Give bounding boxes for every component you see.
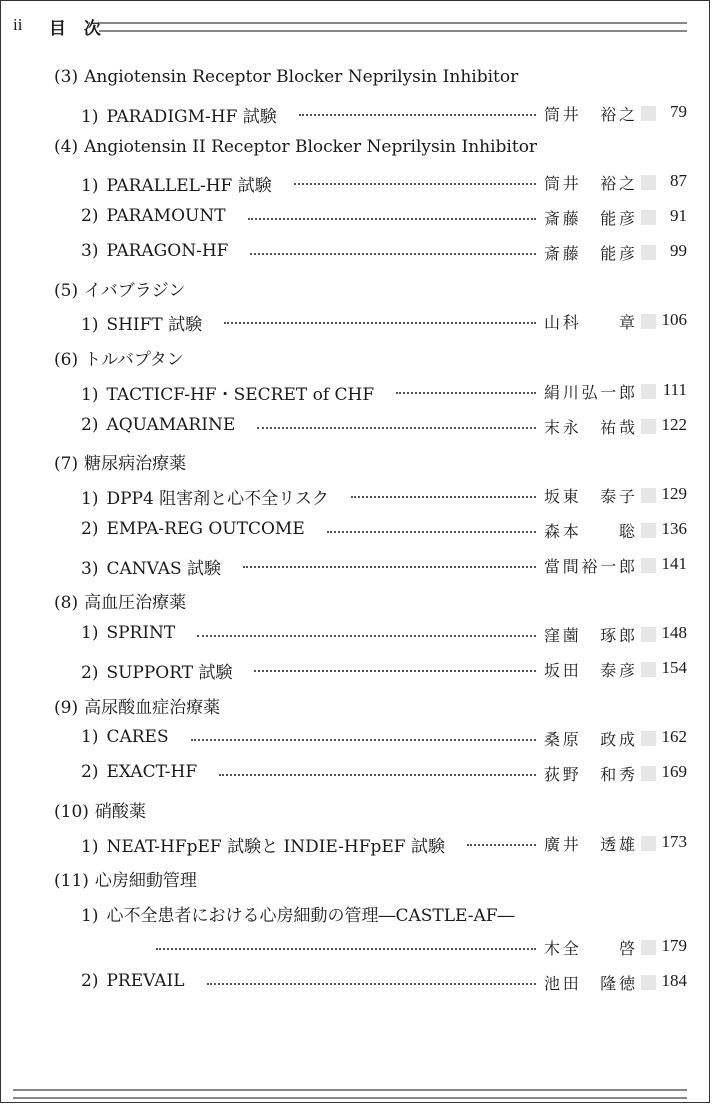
page-marker-box xyxy=(641,662,656,677)
entry-number: 2) xyxy=(81,762,99,782)
entry-author: 當間裕一郎 xyxy=(544,556,635,576)
leader-dots xyxy=(248,216,536,220)
entry-number: 1) xyxy=(81,315,99,336)
page-marker-box xyxy=(641,175,656,190)
entry-number: 3) xyxy=(81,240,99,261)
entry-author: 筒井 裕之 xyxy=(544,174,635,194)
toc-section xyxy=(1,270,709,305)
entry-page-number[interactable]: 106 xyxy=(661,310,687,330)
entry-title-text: PARADIGM-HF 試験 xyxy=(106,106,277,127)
leader-dots xyxy=(327,529,536,533)
entry-author: 斎藤 能彦 xyxy=(544,209,635,228)
entry-number: 2) xyxy=(81,414,99,435)
entry-author: 森本 聡 xyxy=(544,521,635,541)
entry-author: 絹川弘一郎 xyxy=(544,382,635,402)
toc-section xyxy=(1,443,709,478)
entry-page-number[interactable]: 173 xyxy=(661,831,687,851)
page-marker-box xyxy=(641,488,656,503)
leader-dots xyxy=(243,564,536,568)
entry-title-text: EMPA-REG OUTCOME xyxy=(106,518,305,539)
section-heading xyxy=(54,137,537,157)
entry-number: 1) xyxy=(81,623,99,643)
toc-entry xyxy=(1,721,709,756)
section-number: (6) xyxy=(54,350,79,370)
entry-title-text: 心不全患者における心房細動の管理―CASTLE-AF― xyxy=(106,906,515,926)
page-number: ii xyxy=(13,15,23,34)
entry-title-text: CARES xyxy=(106,727,169,748)
entry-title-text: DPP4 阻害剤と心不全リスク xyxy=(106,489,329,509)
entry-number: 1) xyxy=(81,384,99,405)
toc-entry xyxy=(1,548,709,583)
leader-dots xyxy=(294,181,536,185)
section-number: (11) xyxy=(54,871,89,892)
section-title-text: 糖尿病治療薬 xyxy=(84,454,187,475)
leader-dots xyxy=(396,390,536,394)
entry-heading xyxy=(81,171,272,196)
leader-dots xyxy=(207,981,536,985)
entry-page-number[interactable]: 179 xyxy=(661,935,687,955)
entry-page-number[interactable]: 87 xyxy=(670,171,687,191)
entry-author: 廣井 透雄 xyxy=(544,834,635,854)
leader-dots xyxy=(224,320,536,324)
toc-section xyxy=(1,860,709,895)
section-title-text: 心房細動管理 xyxy=(94,871,197,892)
section-title-text: Angiotensin Receptor Blocker Neprilysin Inhibitor xyxy=(84,67,519,87)
section-number: (10) xyxy=(54,801,89,822)
toc-entry xyxy=(1,165,709,200)
entry-author: 桑原 政成 xyxy=(544,730,635,750)
entry-heading xyxy=(81,484,329,509)
toc-entry xyxy=(1,235,709,270)
leader-dots xyxy=(191,737,536,741)
entry-title-text: AQUAMARINE xyxy=(106,414,236,435)
leader-dots xyxy=(250,251,536,255)
entry-author: 荻野 和秀 xyxy=(544,765,635,784)
footer-double-rule xyxy=(13,1089,687,1099)
toc-entry xyxy=(1,965,709,1000)
toc-entry xyxy=(1,374,709,409)
header-double-rule xyxy=(99,22,687,32)
entry-number: 1) xyxy=(81,489,99,509)
leader-dots xyxy=(299,112,536,116)
entry-author: 末永 祐哉 xyxy=(544,417,635,437)
page-title: 目 次 xyxy=(49,19,107,39)
entry-page-number[interactable]: 91 xyxy=(670,206,687,225)
entry-number: 1) xyxy=(81,176,99,197)
entry-page-number[interactable]: 169 xyxy=(661,762,687,781)
entry-page-number[interactable]: 154 xyxy=(661,657,687,677)
page-marker-box xyxy=(641,245,656,260)
toc-entry xyxy=(1,478,709,513)
entry-page-number[interactable]: 136 xyxy=(661,518,687,538)
entry-author: 坂田 泰彦 xyxy=(544,660,635,680)
page-marker-box xyxy=(641,419,656,434)
toc-entry xyxy=(1,826,709,861)
leader-dots xyxy=(257,425,536,429)
entry-page-number[interactable]: 184 xyxy=(661,970,687,990)
section-title-text: 高血圧治療薬 xyxy=(84,593,187,614)
entry-page-number[interactable]: 148 xyxy=(661,623,687,642)
entry-page-number[interactable]: 79 xyxy=(670,101,687,121)
section-heading xyxy=(54,588,186,613)
section-heading xyxy=(54,345,184,370)
entry-author: 坂東 泰子 xyxy=(544,487,635,506)
toc-entry xyxy=(1,652,709,687)
toc-section xyxy=(1,791,709,826)
toc-entry xyxy=(1,513,709,548)
section-number: (5) xyxy=(54,280,79,301)
page-marker-box xyxy=(641,836,656,851)
page-marker-box xyxy=(641,940,656,955)
entry-heading xyxy=(81,901,515,926)
entry-title-text: SPRINT xyxy=(106,623,176,643)
table-of-contents xyxy=(1,61,709,999)
toc-entry xyxy=(1,930,709,965)
entry-heading xyxy=(81,519,305,539)
entry-number: 1) xyxy=(81,106,99,127)
section-number: (8) xyxy=(54,593,79,614)
entry-heading xyxy=(81,832,445,857)
entry-author: 池田 隆徳 xyxy=(544,973,635,993)
page-marker-box xyxy=(641,106,656,121)
toc-entry xyxy=(1,304,709,339)
entry-heading xyxy=(81,727,169,747)
page-marker-box xyxy=(641,975,656,990)
entry-number: 1) xyxy=(81,727,99,748)
entry-title-text: SUPPORT 試験 xyxy=(106,662,233,683)
section-title-text: 硝酸薬 xyxy=(94,801,146,822)
entry-author: 窪薗 琢郎 xyxy=(544,626,635,645)
page-header xyxy=(13,15,687,39)
leader-dots xyxy=(467,842,536,846)
toc-entry xyxy=(1,617,709,652)
entry-page-number[interactable]: 111 xyxy=(662,379,687,399)
entry-number: 2) xyxy=(81,970,99,991)
toc-section xyxy=(1,687,709,722)
section-number: (7) xyxy=(54,454,79,475)
entry-author: 斎藤 能彦 xyxy=(544,243,635,263)
toc-section xyxy=(1,131,709,166)
entry-author: 木全 啓 xyxy=(544,938,635,958)
toc-entry xyxy=(1,756,709,791)
section-title-text: Angiotensin II Receptor Blocker Neprilysin Inhibitor xyxy=(84,136,538,157)
entry-page-number[interactable]: 141 xyxy=(661,553,687,573)
section-title-text: トルバプタン xyxy=(84,350,184,370)
entry-title-text: EXACT-HF xyxy=(106,762,198,782)
section-heading xyxy=(54,797,146,822)
entry-number: 1) xyxy=(81,836,99,857)
section-heading xyxy=(54,693,220,718)
entry-heading xyxy=(81,380,374,405)
entry-author: 山科 章 xyxy=(544,313,635,333)
leader-dots xyxy=(351,494,536,498)
leader-dots xyxy=(254,668,536,672)
entry-heading xyxy=(81,415,235,435)
entry-heading xyxy=(81,762,197,782)
entry-title-text: NEAT-HFpEF 試験と INDIE-HFpEF 試験 xyxy=(106,836,446,857)
toc-entry xyxy=(1,96,709,131)
section-heading xyxy=(54,449,186,474)
entry-heading xyxy=(81,102,277,127)
page-marker-box xyxy=(641,766,656,781)
entry-number: 2) xyxy=(81,518,99,539)
page-marker-box xyxy=(641,314,656,329)
entry-heading xyxy=(81,971,185,991)
entry-number: 2) xyxy=(81,662,99,683)
entry-page-number[interactable]: 99 xyxy=(670,240,687,260)
section-heading xyxy=(54,67,518,87)
page-marker-box xyxy=(641,558,656,573)
section-title-text: イバブラジン xyxy=(84,280,186,301)
page-marker-box xyxy=(641,384,656,399)
entry-number: 3) xyxy=(81,558,99,579)
toc-section xyxy=(1,582,709,617)
entry-heading xyxy=(81,206,226,226)
entry-page-number[interactable]: 162 xyxy=(661,727,687,747)
entry-title-text: PARAMOUNT xyxy=(106,206,226,226)
entry-heading xyxy=(81,310,202,335)
entry-number: 2) xyxy=(81,206,99,226)
entry-page-number[interactable]: 129 xyxy=(661,484,687,503)
section-title-text: 高尿酸血症治療薬 xyxy=(84,697,221,718)
entry-title-text: TACTICF-HF・SECRET of CHF xyxy=(106,384,375,405)
section-number: (3) xyxy=(54,67,79,87)
leader-dots xyxy=(197,633,536,637)
entry-number: 1) xyxy=(81,906,99,926)
entry-title-text: CANVAS 試験 xyxy=(106,558,222,579)
section-heading xyxy=(54,276,185,301)
toc-section xyxy=(1,61,709,96)
section-number: (9) xyxy=(54,697,79,718)
entry-heading xyxy=(81,554,221,579)
leader-dots xyxy=(219,772,536,776)
page-marker-box xyxy=(641,731,656,746)
page-marker-box xyxy=(641,523,656,538)
entry-author: 筒井 裕之 xyxy=(544,104,635,124)
entry-heading xyxy=(81,658,232,683)
page-marker-box xyxy=(641,210,656,225)
entry-title-text: PREVAIL xyxy=(106,970,185,991)
entry-page-number[interactable]: 122 xyxy=(661,414,687,434)
leader-dots xyxy=(156,946,536,950)
entry-heading xyxy=(81,241,228,261)
toc-entry xyxy=(1,409,709,444)
entry-title-text: SHIFT 試験 xyxy=(106,315,203,336)
section-heading xyxy=(54,866,197,891)
toc-entry xyxy=(1,200,709,235)
toc-section xyxy=(1,339,709,374)
page-marker-box xyxy=(641,627,656,642)
entry-title-text: PARALLEL-HF 試験 xyxy=(106,176,272,197)
entry-title-text: PARAGON-HF xyxy=(106,240,229,261)
entry-heading xyxy=(81,623,175,643)
section-number: (4) xyxy=(54,136,79,157)
toc-entry xyxy=(1,895,709,930)
